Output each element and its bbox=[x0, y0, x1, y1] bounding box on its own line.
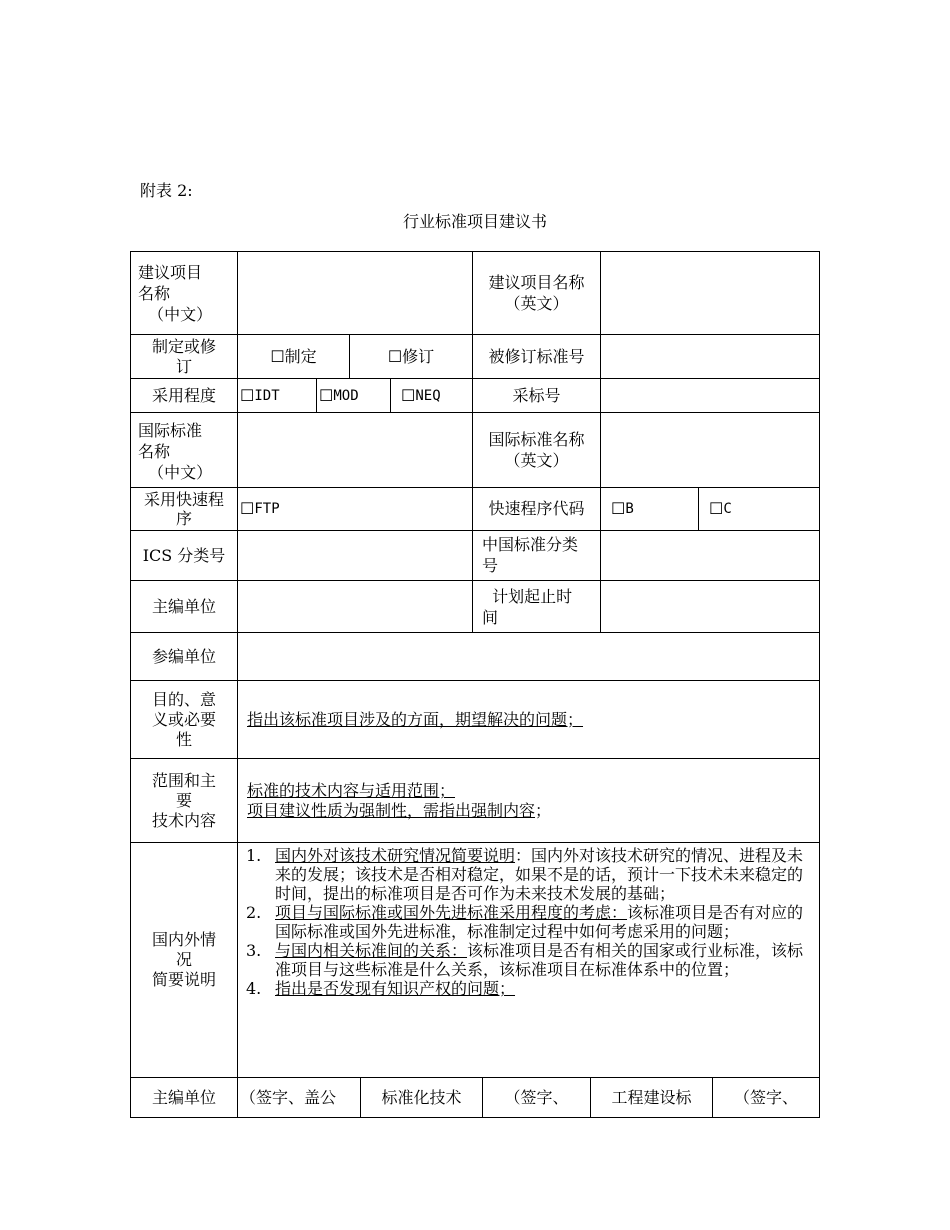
revised-std-no-input[interactable] bbox=[601, 335, 819, 378]
c-label: C bbox=[723, 501, 732, 517]
intl-name-cn-input[interactable] bbox=[238, 413, 472, 487]
form-title: 行业标准项目建议书 bbox=[402, 212, 547, 231]
c-checkbox[interactable] bbox=[699, 488, 819, 530]
ccs-label: 中国标准分类 号 bbox=[482, 535, 579, 575]
b-checkbox[interactable] bbox=[601, 488, 698, 530]
sign-tc-field[interactable]: （签字、 bbox=[504, 1087, 569, 1107]
mod-label: MOD bbox=[333, 387, 359, 404]
purpose-field[interactable] bbox=[238, 681, 819, 758]
item-heading: 项目与国际标准或国外先进标准采用程度的考虑： bbox=[275, 903, 628, 922]
item-number: 3. bbox=[246, 941, 262, 960]
item-number: 4. bbox=[246, 979, 262, 998]
formulate-checkbox[interactable] bbox=[238, 335, 349, 378]
sign-lead-label: 主编单位 bbox=[151, 1087, 216, 1107]
list-item bbox=[246, 903, 812, 941]
item-heading: 与国内相关标准间的关系： bbox=[275, 941, 468, 960]
participating-label: 参编单位 bbox=[151, 646, 216, 666]
scope-field[interactable] bbox=[238, 759, 819, 842]
item-text: ：国内外对该技术研究的情况、进程及未来的发展；该技术是否相对稳定，如果不是的话，预计一下技术未来稳定的时间，提出的标准项目是否可作为未来技术发展的基础； bbox=[275, 846, 804, 903]
name-en-input[interactable] bbox=[601, 252, 819, 334]
formulate-label: 制定 bbox=[284, 346, 317, 366]
plan-time-label: 计划起止时 间 bbox=[482, 587, 573, 627]
idt-checkbox[interactable] bbox=[238, 379, 316, 412]
mod-checkbox[interactable] bbox=[317, 379, 390, 412]
sign-eng-field[interactable]: （签字、 bbox=[733, 1087, 798, 1107]
checkbox-icon: ☐ bbox=[387, 346, 403, 366]
item-number: 2. bbox=[246, 903, 262, 922]
checkbox-icon: ☐ bbox=[240, 385, 255, 405]
item-text: 该标准项目是否有对应的国际标准或国外先进标准，标准制定过程中如何考虑采用的问题； bbox=[275, 903, 804, 941]
sign-eng-label: 工程建设标 bbox=[611, 1087, 692, 1107]
scope-label: 范围和主 要 技术内容 bbox=[151, 770, 216, 830]
sign-lead-field[interactable]: （签字、盖公 bbox=[240, 1087, 337, 1107]
purpose-label: 目的、意 义或必要 性 bbox=[151, 689, 216, 749]
ccs-input[interactable] bbox=[601, 531, 819, 580]
revised-std-no-label: 被修订标准号 bbox=[488, 346, 585, 366]
list-item bbox=[246, 979, 812, 998]
overview-label: 国内外情 况 简要说明 bbox=[151, 930, 216, 989]
scope-text-1: 标准的技术内容与适用范围； bbox=[247, 781, 456, 800]
item-text: 该标准项目是否有相关的国家或行业标准，该标准项目与这些标准是什么关系，该标准项目在标准体系中的位置； bbox=[275, 941, 804, 979]
fast-code-label: 快速程序代码 bbox=[488, 499, 585, 518]
sign-tc-label: 标准化技术 bbox=[381, 1087, 462, 1107]
ics-input[interactable] bbox=[238, 531, 472, 580]
intl-name-en-input[interactable] bbox=[601, 413, 819, 487]
lead-unit-label: 主编单位 bbox=[151, 596, 216, 616]
mode-label: 制定或修 订 bbox=[151, 336, 216, 376]
name-en-label: 建议项目名称 （英文） bbox=[488, 273, 585, 313]
fast-track-label: 采用快速程 序 bbox=[143, 490, 224, 528]
purpose-text: 指出该标准项目涉及的方面，期望解决的问题； bbox=[247, 709, 584, 729]
participating-input[interactable] bbox=[238, 633, 819, 680]
intl-name-cn-label: 国际标准 名称 （中文） bbox=[138, 421, 213, 482]
checkbox-icon: ☐ bbox=[240, 499, 255, 518]
grid-line bbox=[130, 1117, 820, 1118]
name-cn-label: 建议项目 名称 （中文） bbox=[138, 263, 213, 324]
checkbox-icon: ☐ bbox=[611, 499, 626, 518]
checkbox-icon: ☐ bbox=[709, 499, 724, 518]
idt-label: IDT bbox=[254, 387, 280, 404]
appendix-label: 附表 2: bbox=[140, 181, 193, 200]
neq-label: NEQ bbox=[415, 387, 441, 404]
adoption-label: 采用程度 bbox=[151, 385, 216, 405]
item-heading: 指出是否发现有知识产权的问题； bbox=[275, 979, 516, 998]
checkbox-icon: ☐ bbox=[270, 346, 285, 366]
checkbox-icon: ☐ bbox=[319, 385, 334, 405]
adopted-no-input[interactable] bbox=[601, 379, 819, 412]
grid-line bbox=[819, 251, 820, 1118]
scope-text-2: 项目建议性质为强制性，需指出强制内容 bbox=[247, 801, 536, 820]
lead-unit-input[interactable] bbox=[238, 581, 472, 632]
plan-time-input[interactable] bbox=[601, 581, 819, 632]
b-label: B bbox=[625, 501, 634, 517]
item-number: 1. bbox=[246, 846, 262, 865]
overview-list bbox=[246, 846, 812, 998]
adopted-no-label: 采标号 bbox=[512, 385, 561, 405]
name-cn-input[interactable] bbox=[238, 252, 472, 334]
ftp-label: FTP bbox=[254, 501, 280, 517]
revise-checkbox[interactable] bbox=[350, 335, 472, 378]
list-item bbox=[246, 846, 812, 903]
neq-checkbox[interactable] bbox=[391, 379, 472, 412]
ftp-checkbox[interactable] bbox=[238, 488, 472, 530]
intl-name-en-label: 国际标准名称 （英文） bbox=[488, 430, 585, 470]
scope-text-2-end: ； bbox=[535, 801, 552, 820]
item-heading: 国内外对该技术研究情况简要说明 bbox=[275, 846, 516, 865]
list-item bbox=[246, 941, 812, 979]
revise-label: 修订 bbox=[402, 346, 435, 366]
ics-label: ICS 分类号 bbox=[142, 545, 226, 565]
checkbox-icon: ☐ bbox=[401, 385, 416, 405]
